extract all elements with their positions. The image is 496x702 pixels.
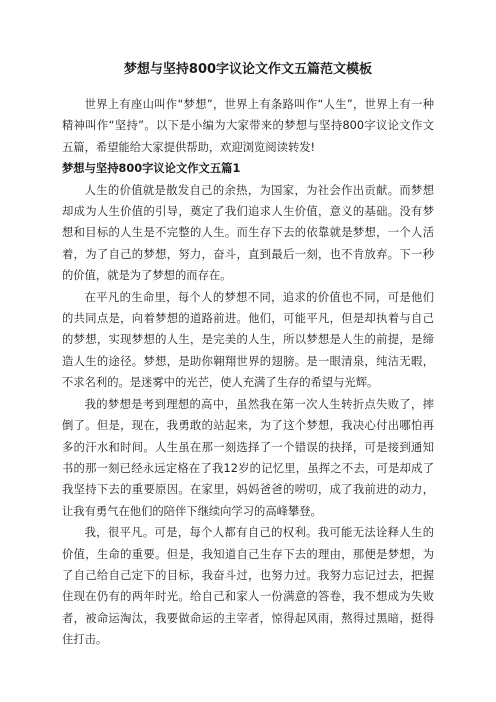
document-title: 梦想与坚持800字议论文作文五篇范文模板 [123, 62, 373, 77]
section-heading: 梦想与坚持800字议论文作文五篇1 [62, 162, 241, 176]
body-paragraph-4: 我，很平凡。可是，每个人都有自己的权利。我可能无法诠释人生的价值，生命的重要。但是，我知道自己生存下去的理由，那便是梦想，为了自己给自己定下的目标，我奋斗过，也努力过。我努力忘记过去，把握住现在仍有的两年时光。给自己和家人一份满意的答卷，我不想成为失败者，被命运淘汰，我要做命运的主宰者，惊得起风雨，熬得过黑暗，挺得住打击。 [62, 526, 434, 647]
intro-paragraph: 世界上有座山叫作“梦想”，世界上有条路叫作“人生”，世界上有一种精神叫作“坚持”。以下是小编为大家带来的梦想与坚持800字议论文作文五篇，希望能给大家提供帮助，欢迎浏览阅读转发! [62, 98, 434, 154]
body-paragraph-2: 在平凡的生命里，每个人的梦想不同，追求的价值也不同，可是他们的共同点是，向着梦想的道路前进。他们，可能平凡，但是却执着与自己的梦想，实现梦想的人生，是完美的人生，所以梦想是人生的前提，是缔造人生的途径。梦想，是助你翱翔世界的翅膀。是一眼清泉，纯洁无暇，不求名利的。是迷雾中的光芒，使人充满了生存的希望与光辉。 [62, 290, 434, 390]
body-paragraph-3: 我的梦想是考到理想的高中，虽然我在第一次人生转折点失败了，摔倒了。但是，现在，我勇敢的站起来，为了这个梦想，我决心付出哪怕再多的汗水和时间。人生虽在那一刻选择了一个错误的抉择，可是接到通知书的那一刻已经永远定格在了我12岁的记忆里，虽挥之不去，可是却成了我坚持下去的重要原因。在家里，妈妈爸爸的唠叨，成了我前进的动力，让我有勇气在他们的陪伴下继续向学习的高峰攀登。 [62, 397, 434, 518]
body-paragraph-1: 人生的价值就是散发自己的余热，为国家，为社会作出贡献。而梦想却成为人生价值的引导，奠定了我们追求人生价值，意义的基础。没有梦想和目标的人生是不完整的人生。而生存下去的依靠就是梦想，一个人活着，为了自己的梦想，努力，奋斗，直到最后一刻，也不肯放弃。下一秒的价值，就是为了梦想的而存在。 [62, 183, 434, 283]
document-page [62, 60, 434, 651]
